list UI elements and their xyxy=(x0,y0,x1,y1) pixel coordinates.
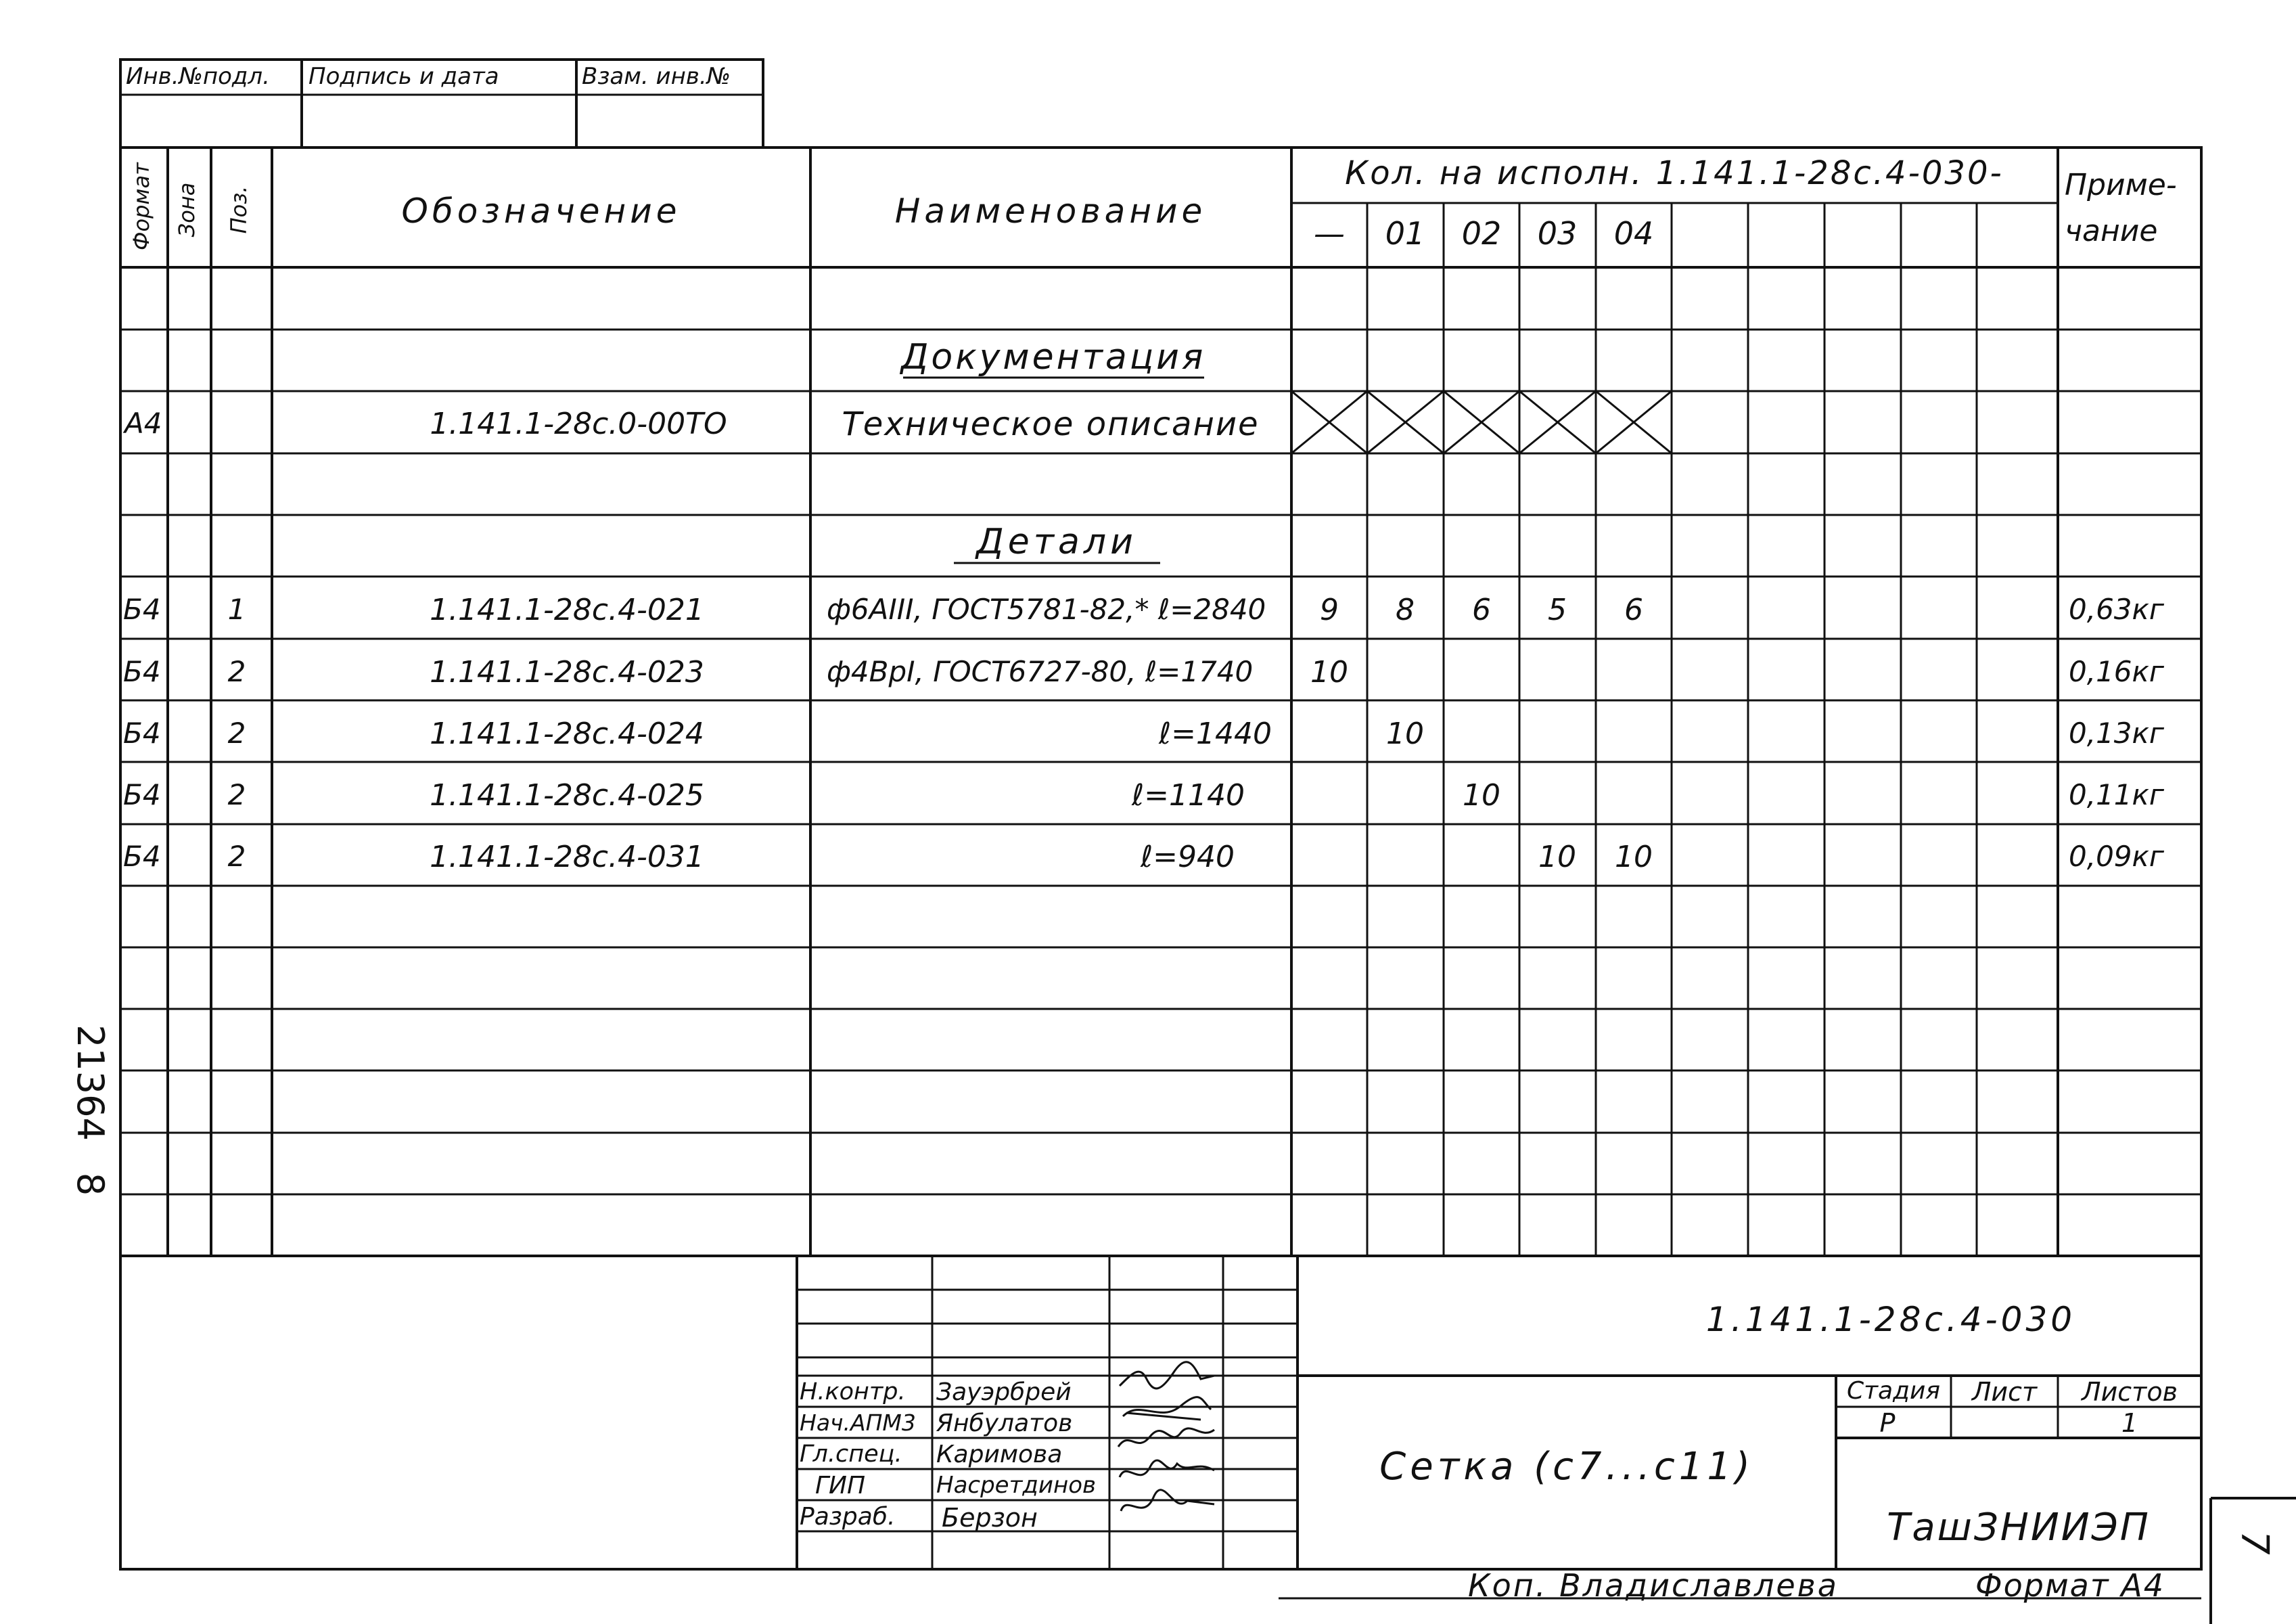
row-note: 0,13кг xyxy=(2069,717,2164,750)
row-poz: 2 xyxy=(227,717,246,750)
person-name: Зауэрбрей xyxy=(936,1378,1072,1406)
person-role: Разраб. xyxy=(800,1503,896,1531)
person-role: ГИП xyxy=(815,1472,866,1499)
row-format: Б4 xyxy=(123,593,161,626)
row-qty: 10 xyxy=(1310,655,1348,690)
row-note: 0,63кг xyxy=(2069,593,2164,626)
row-poz: 2 xyxy=(227,655,246,688)
header-zona: Зона xyxy=(174,182,200,238)
title-code: 1.141.1-28с.4-030 xyxy=(1705,1300,2076,1339)
row-name: ф6АIII, ГОСТ5781-82,* ℓ=2840 xyxy=(827,593,1266,626)
row-poz: 2 xyxy=(227,840,246,873)
row-qty: 9 xyxy=(1320,593,1339,627)
header-naimenovanie: Наименование xyxy=(894,191,1207,231)
signatures xyxy=(1113,1359,1221,1532)
header-poz: Поз. xyxy=(226,185,252,234)
doc-row-format: А4 xyxy=(124,407,162,440)
organization: ТашЗНИИЭП xyxy=(1887,1506,2151,1550)
header-primechanie-2: чание xyxy=(2065,214,2158,248)
header-oboznachenie: Обозначение xyxy=(401,191,681,231)
sheets-value: 1 xyxy=(2121,1408,2138,1438)
row-note: 0,09кг xyxy=(2069,840,2164,873)
row-qty: 10 xyxy=(1538,840,1576,874)
person-name: Янбулатов xyxy=(936,1409,1073,1437)
person-name: Насретдинов xyxy=(936,1472,1097,1499)
row-designation: 1.141.1-28с.4-025 xyxy=(430,778,704,813)
row-poz: 2 xyxy=(227,778,246,811)
row-name: ℓ=940 xyxy=(1140,840,1235,874)
row-qty: 6 xyxy=(1624,593,1643,627)
row-name: ℓ=1440 xyxy=(1158,717,1272,751)
row-name: ф4ВрI, ГОСТ6727-80, ℓ=1740 xyxy=(827,655,1254,688)
sheets-label: Листов xyxy=(2082,1377,2178,1407)
section-documentation: Документация xyxy=(900,337,1206,378)
row-designation: 1.141.1-28с.4-023 xyxy=(430,655,704,690)
stamp-podpis: Подпись и дата xyxy=(308,63,499,90)
stage-label: Стадия xyxy=(1846,1377,1941,1405)
isp-col-1: 01 xyxy=(1385,215,1425,252)
person-role: Гл.спец. xyxy=(800,1441,902,1468)
row-qty: 6 xyxy=(1472,593,1491,627)
header-primechanie-1: Приме- xyxy=(2065,168,2177,202)
doc-row-name: Техническое описание xyxy=(842,405,1260,443)
row-format: Б4 xyxy=(123,840,161,873)
row-qty: 8 xyxy=(1396,593,1415,627)
row-qty: 10 xyxy=(1463,778,1500,813)
footer-format: Формат А4 xyxy=(1975,1567,2165,1604)
row-poz: 1 xyxy=(227,593,246,626)
isp-col-2: 02 xyxy=(1461,215,1502,252)
isp-col-3: 03 xyxy=(1537,215,1578,252)
row-qty: 10 xyxy=(1386,717,1424,751)
person-role: Нач.АПМ3 xyxy=(800,1409,916,1436)
person-name: Каримова xyxy=(936,1441,1063,1468)
isp-col-0: — xyxy=(1314,215,1345,252)
row-qty: 10 xyxy=(1615,840,1653,874)
row-format: Б4 xyxy=(123,778,161,811)
row-note: 0,16кг xyxy=(2069,655,2164,688)
row-name: ℓ=1140 xyxy=(1131,778,1245,813)
row-designation: 1.141.1-28с.4-024 xyxy=(430,717,704,751)
title-name: Сетка (с7...с11) xyxy=(1379,1445,1754,1489)
header-format: Формат xyxy=(129,162,154,250)
footer-copied: Коп. Владиславлева xyxy=(1468,1567,1839,1604)
header-kol: Кол. на исполн. 1.141.1-28с.4-030- xyxy=(1345,154,2004,192)
stamp-vzam: Взам. инв.№ xyxy=(582,63,731,90)
sheet-label: Лист xyxy=(1971,1377,2038,1407)
stage-value: Р xyxy=(1879,1408,1896,1438)
person-role: Н.контр. xyxy=(800,1378,906,1405)
row-designation: 1.141.1-28с.4-031 xyxy=(430,840,704,874)
side-digit: 8 xyxy=(69,1172,112,1196)
stamp-inv-podl: Инв.№подл. xyxy=(126,63,270,90)
row-note: 0,11кг xyxy=(2069,778,2164,811)
section-details: Детали xyxy=(976,522,1137,562)
isp-col-4: 04 xyxy=(1613,215,1654,252)
row-format: Б4 xyxy=(123,717,161,750)
page-number: 7 xyxy=(2232,1531,2276,1555)
person-name: Берзон xyxy=(942,1503,1038,1533)
row-qty: 5 xyxy=(1548,593,1567,627)
row-designation: 1.141.1-28с.4-021 xyxy=(430,593,704,627)
doc-row-designation: 1.141.1-28с.0-00ТО xyxy=(430,407,727,441)
side-archive-number: 21364 xyxy=(69,1024,112,1141)
row-format: Б4 xyxy=(123,655,161,688)
